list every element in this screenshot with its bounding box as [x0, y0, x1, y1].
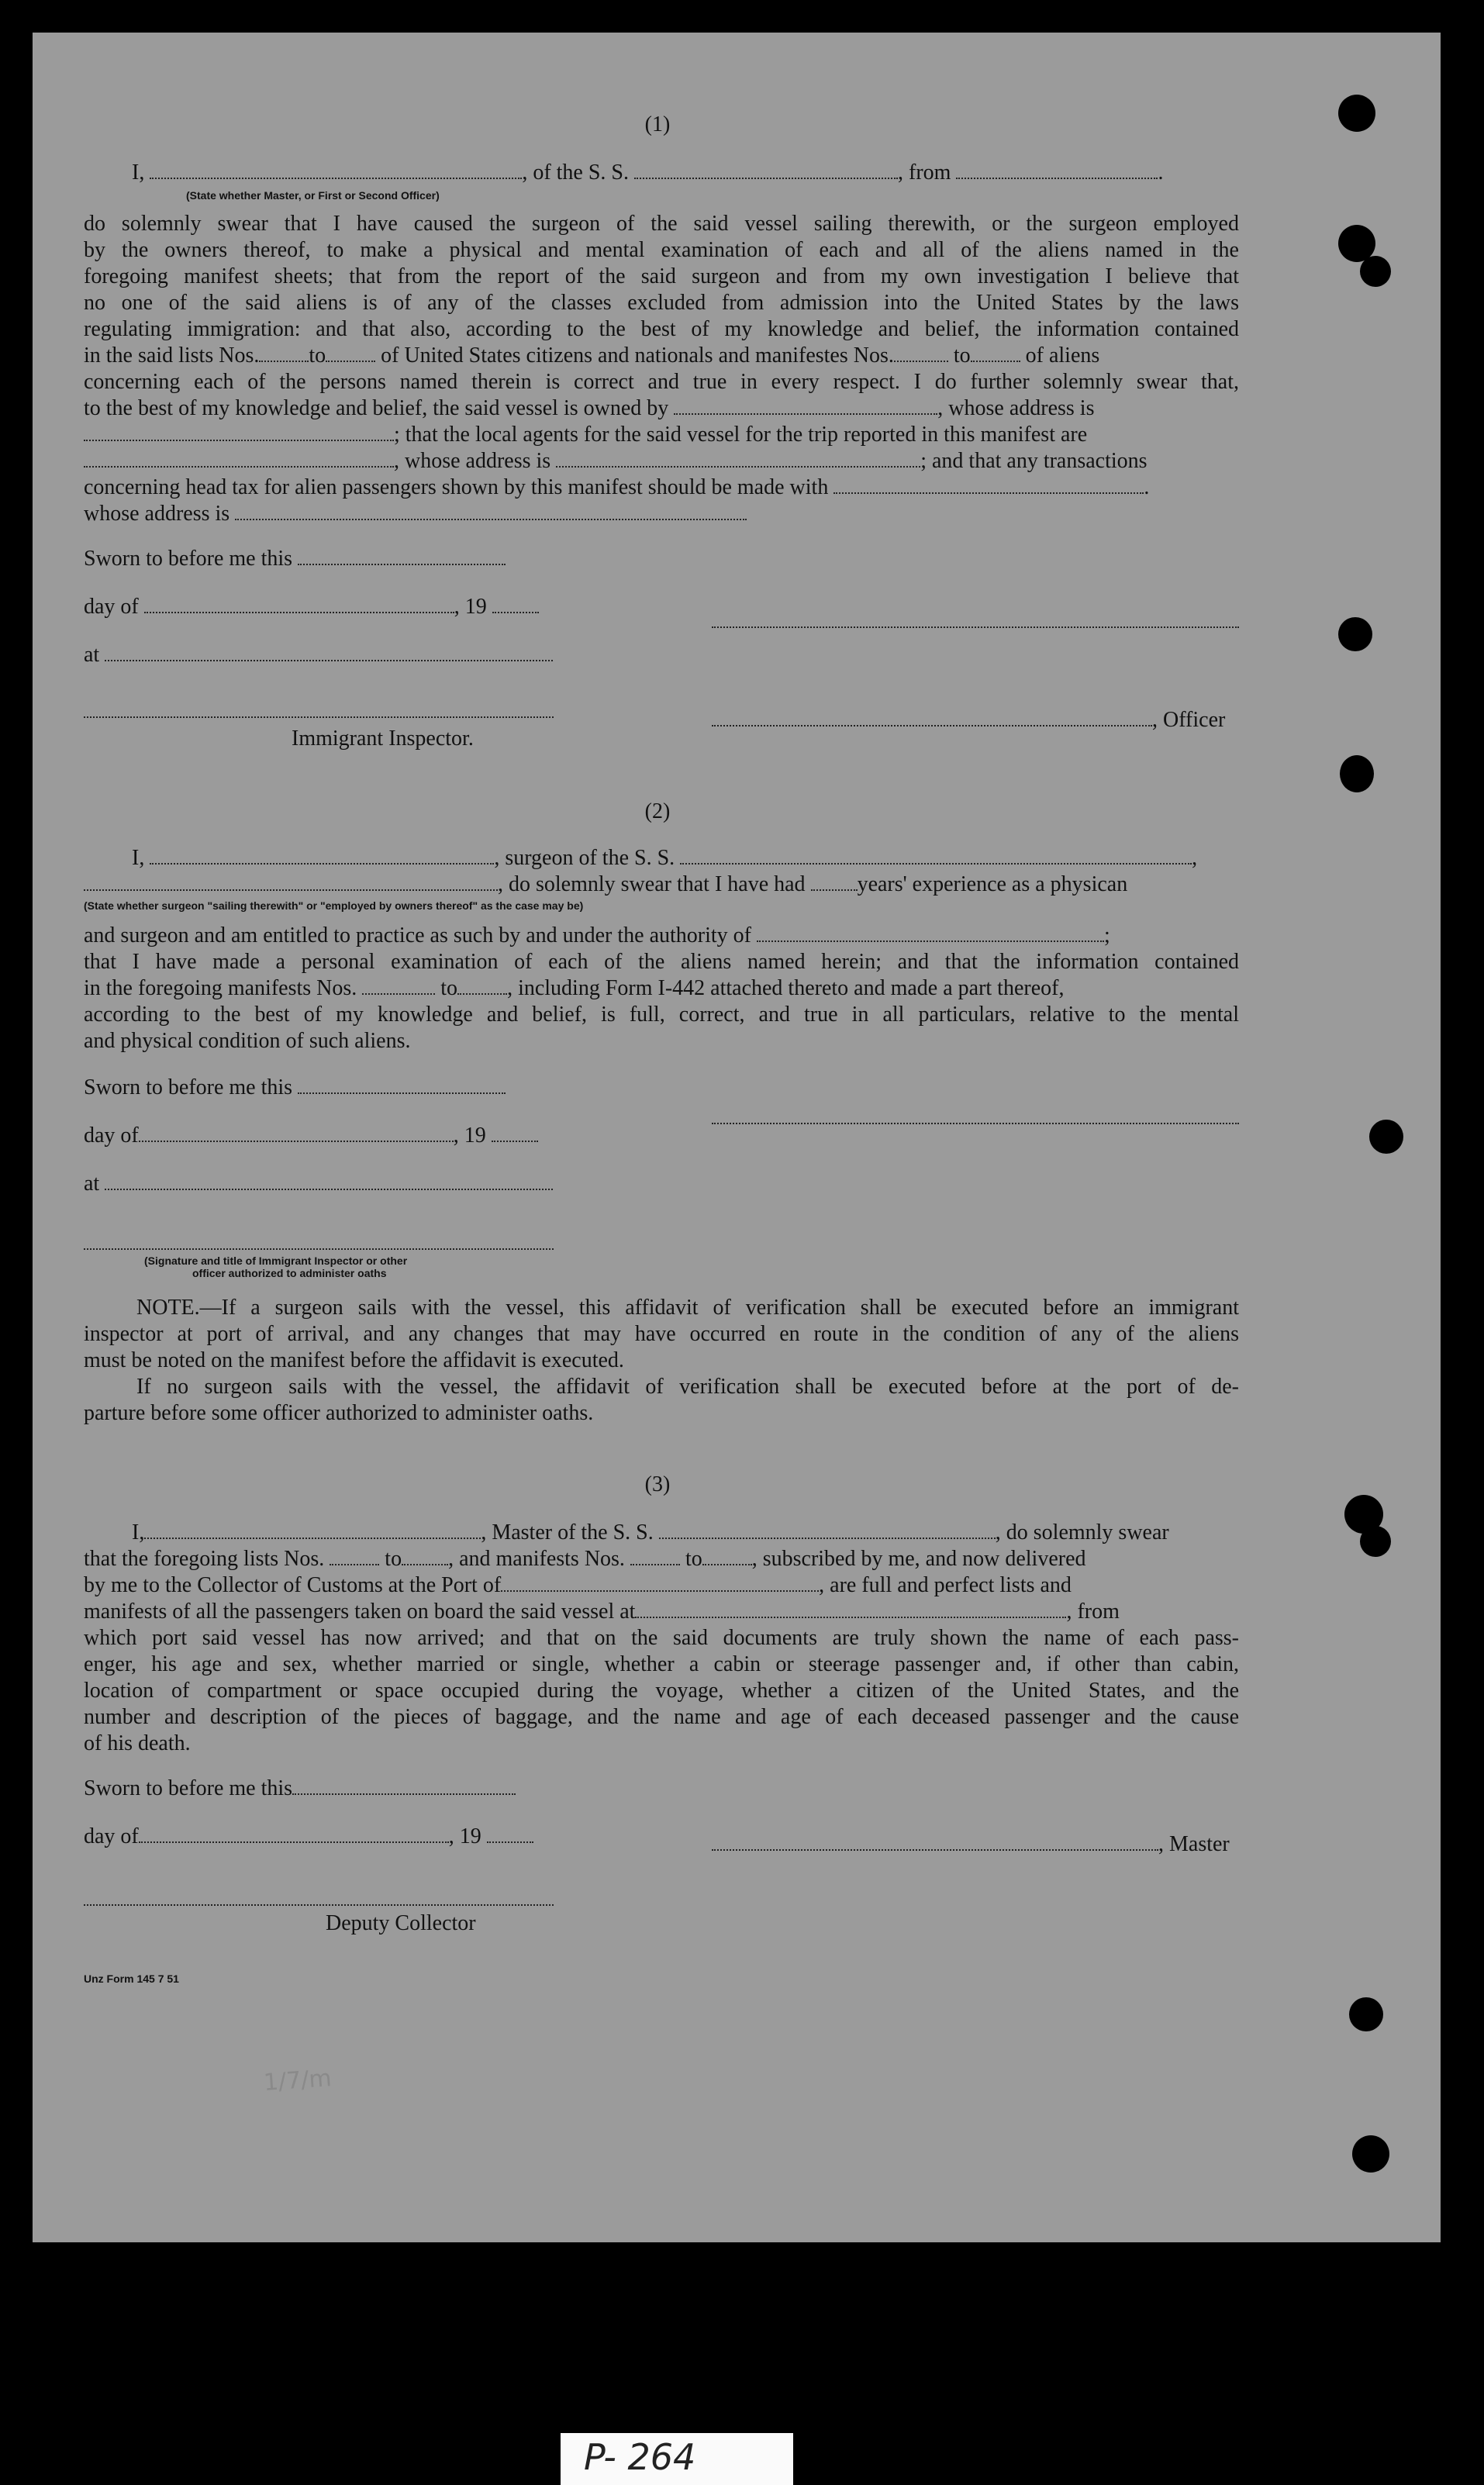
s2-p5: and physical condition of such aliens. [84, 1029, 411, 1053]
s3-collector-label: Deputy Collector [326, 1911, 476, 1935]
s3-p1 [84, 1546, 1239, 1572]
s3-i: I, [132, 1520, 145, 1544]
s1-whose-address-label: whose address is [84, 502, 230, 526]
s1-i: I, [132, 160, 145, 185]
s1-at-label: at [84, 643, 100, 667]
s1-p5: regulating immigration: and that also, according to the best of my knowledge and belief, the information contained [84, 317, 1239, 341]
s1-agents-address-label: , whose address is [394, 449, 551, 473]
s1-officer-line [712, 707, 1225, 733]
s1-p4: no one of the said aliens is of any of the classes excluded from admission into the United States by the laws [84, 291, 1239, 315]
s1-to-1: to [309, 343, 326, 368]
blank-s3-manifests-to[interactable] [702, 1547, 752, 1565]
s2-p3 [84, 975, 1239, 1002]
s1-officer-signature-line[interactable] [712, 626, 1239, 628]
blank-s3-boarded-at[interactable] [635, 1600, 1066, 1618]
s3-p8: of his death. [84, 1731, 191, 1755]
blank-master-name[interactable] [144, 1520, 481, 1539]
section-1-heading: (1) [644, 112, 671, 136]
s1-period: . [1158, 160, 1164, 185]
s3-to-1: to [385, 1547, 402, 1571]
s1-p12 [84, 501, 1239, 527]
s1-agents-label: ; that the local agents for the said vessel for the trip reported in this manifest are [394, 423, 1088, 447]
s3-manifests-label: , and manifests Nos. [448, 1547, 625, 1571]
s1-inspector-signature-line[interactable] [84, 716, 554, 718]
s3-year-prefix: , 19 [448, 1824, 481, 1848]
s1-p1: do solemnly swear that I have caused the surgeon of the said vessel sailing therewith, or the surgeon employed [84, 212, 1239, 236]
s1-p9 [84, 422, 1239, 448]
s2-at-label: at [84, 1172, 100, 1196]
blank-officer-name[interactable] [150, 160, 522, 179]
punch-hole [1360, 256, 1391, 287]
page-tag: P- 264 [561, 2433, 793, 2485]
s1-p6 [84, 343, 1239, 369]
s2-sworn [84, 1075, 506, 1101]
s2-comma: , [1192, 846, 1198, 870]
blank-s2-place[interactable] [105, 1172, 553, 1190]
blank-master-signature[interactable] [712, 1832, 1158, 1851]
s2-to: to [440, 976, 458, 1000]
s2-day-label: day of [84, 1123, 139, 1148]
s2-surgeon-note: (State whether surgeon "sailing therewith" or "employed by owners thereof" as the case may be) [84, 899, 584, 912]
blank-s2-manifest-to[interactable] [457, 976, 507, 995]
blank-sworn-month[interactable] [144, 595, 454, 613]
s3-sworn-label: Sworn to before me this [84, 1776, 293, 1800]
punch-hole [1352, 2135, 1389, 2173]
blank-sworn-place[interactable] [105, 643, 553, 661]
s2-experience-label: years' experience as a physican [857, 872, 1128, 896]
s1-p7: concerning each of the persons named therein is correct and true in every respect. I do further solemnly swear that, [84, 370, 1239, 394]
s1-p2: by the owners thereof, to make a physical and mental examination of each and all of the aliens named in the [84, 238, 1239, 262]
s2-note-b: inspector at port of arrival, and any changes that may have occurred en route in the condition of any of the aliens [84, 1322, 1239, 1346]
blank-agents[interactable] [84, 449, 394, 468]
s3-lists-label: that the foregoing lists Nos. [84, 1547, 325, 1571]
s1-period-2: . [1144, 475, 1150, 499]
s1-p10 [84, 448, 1239, 475]
s1-ss-label: , of the S. S. [522, 160, 630, 185]
s2-note-e: parture before some officer authorized to administer oaths. [84, 1401, 594, 1425]
s1-p11 [84, 475, 1239, 501]
s2-sworn-label: Sworn to before me this [84, 1075, 293, 1099]
s2-year-prefix: , 19 [453, 1123, 486, 1148]
blank-from-port[interactable] [956, 160, 1158, 179]
s1-line1 [132, 160, 1163, 186]
punch-hole [1369, 1120, 1403, 1154]
blank-owner[interactable] [674, 396, 937, 415]
s1-at [84, 642, 553, 668]
s3-p5: enger, his age and sex, whether married or single, whether a cabin or steerage passenger and, if other than cabin, [84, 1652, 1239, 1676]
s1-officer-note: (State whether Master, or First or Second Officer) [186, 189, 440, 202]
form-number: Unz Form 145 7 51 [84, 1972, 179, 1985]
blank-manifests-to[interactable] [971, 343, 1020, 362]
s1-manifests-label: of United States citizens and nationals and manifestes Nos. [381, 343, 894, 368]
s2-semicolon: ; [1104, 923, 1110, 947]
s2-swear-label: , do solemnly swear that I have had [498, 872, 806, 896]
s3-to-2: to [685, 1547, 702, 1571]
blank-manifests-from[interactable] [894, 343, 948, 362]
pencil-annotation: 1/7/m [262, 2064, 333, 2097]
blank-owner-address[interactable] [84, 423, 394, 441]
s2-at [84, 1171, 553, 1197]
s3-collector-signature-line[interactable] [84, 1904, 554, 1906]
s3-port-label: by me to the Collector of Customs at the Port of [84, 1573, 502, 1597]
s2-day [84, 1123, 538, 1149]
blank-headtax-agent[interactable] [833, 475, 1144, 494]
punch-hole [1340, 755, 1374, 792]
s3-line1 [132, 1520, 1169, 1546]
blank-sworn-day[interactable] [298, 547, 506, 565]
blank-s2-year[interactable] [492, 1123, 538, 1142]
s3-swear-label: , do solemnly swear [995, 1520, 1169, 1544]
punch-hole [1338, 95, 1375, 132]
blank-years[interactable] [811, 872, 858, 891]
s3-day [84, 1824, 533, 1850]
s3-p2 [84, 1572, 1239, 1599]
blank-s3-sworn-day[interactable] [292, 1776, 516, 1795]
s3-full-label: , are full and perfect lists and [819, 1573, 1072, 1597]
blank-s2-manifest-from[interactable] [362, 976, 435, 995]
s2-surgeon-signature-line[interactable] [712, 1123, 1239, 1124]
blank-authority[interactable] [757, 923, 1104, 942]
blank-surgeon-name[interactable] [150, 846, 494, 865]
s3-subscribed-label: , subscribed by me, and now delivered [751, 1547, 1086, 1571]
s3-day-label: day of [84, 1824, 139, 1848]
blank-officer-title[interactable] [712, 708, 1152, 727]
s1-day-label: day of [84, 595, 139, 619]
s2-sig-note-2: officer authorized to administer oaths [192, 1267, 387, 1279]
s2-inspector-signature-line[interactable] [84, 1248, 554, 1250]
blank-s3-port[interactable] [501, 1573, 819, 1592]
s1-day [84, 594, 539, 620]
s3-master-line [712, 1831, 1230, 1858]
s1-of-aliens: of aliens [1025, 343, 1100, 368]
blank-s2-vessel[interactable] [680, 846, 1192, 865]
blank-s3-month[interactable] [139, 1824, 449, 1843]
punch-hole [1349, 1997, 1383, 2031]
s1-p3: foregoing manifest sheets; that from the report of the said surgeon and from my own investigation I believe that [84, 264, 1239, 288]
s1-lists-label: in the said lists Nos. [84, 343, 260, 368]
blank-headtax-address[interactable] [235, 502, 747, 520]
blank-surgeon-status[interactable] [84, 872, 498, 891]
s1-to-2: to [953, 343, 971, 368]
blank-agents-address[interactable] [556, 449, 920, 468]
s2-sig-note-1: (Signature and title of Immigrant Inspector or other [144, 1255, 408, 1267]
s2-i: I, [132, 846, 145, 870]
s1-headtax-label: concerning head tax for alien passengers shown by this manifest should be made with [84, 475, 829, 499]
s3-boarded-label: manifests of all the passengers taken on board the said vessel at [84, 1600, 636, 1624]
s1-from-label: , from [898, 160, 951, 185]
s3-sworn [84, 1776, 516, 1802]
blank-s3-lists-to[interactable] [402, 1547, 448, 1565]
blank-s3-year[interactable] [487, 1824, 533, 1843]
s1-sworn-label: Sworn to before me this [84, 547, 293, 571]
s1-owned-by-label: to the best of my knowledge and belief, the said vessel is owned by [84, 396, 669, 420]
s3-ss-label: , Master of the S. S. [481, 1520, 654, 1544]
blank-lists-to[interactable] [326, 343, 375, 362]
s2-note-c: must be noted on the manifest before the affidavit is executed. [84, 1348, 624, 1372]
s1-year-prefix: , 19 [454, 595, 487, 619]
s2-p1 [84, 923, 1239, 949]
s1-p8 [84, 395, 1239, 422]
s2-note-a: NOTE.—If a surgeon sails with the vessel, this affidavit of verification shall be executed before an immigrant [136, 1296, 1239, 1320]
blank-s3-manifests-from[interactable] [630, 1547, 680, 1565]
section-2-heading: (2) [644, 799, 671, 823]
s3-p7: number and description of the pieces of baggage, and the name and age of each deceased passenger and the cause [84, 1705, 1239, 1729]
s2-note-d: If no surgeon sails with the vessel, the affidavit of verification shall be executed before at the port of de- [136, 1375, 1239, 1399]
s1-officer-label: , Officer [1152, 708, 1226, 732]
s3-p4: which port said vessel has now arrived; and that on the said documents are truly shown the name of each pass- [84, 1626, 1239, 1650]
blank-s2-sworn-day[interactable] [298, 1075, 506, 1094]
s3-p6: location of compartment or space occupied during the voyage, whether a citizen of the United States, and the [84, 1679, 1239, 1703]
s2-p4: according to the best of my knowledge and belief, is full, correct, and true in all particulars, relative to the mental [84, 1003, 1239, 1027]
s1-transactions-label: ; and that any transactions [920, 449, 1148, 473]
blank-s2-month[interactable] [139, 1123, 454, 1142]
s2-p2: that I have made a personal examination of each of the aliens named herein; and that the information contained [84, 950, 1239, 974]
s2-line2 [84, 871, 1127, 898]
s1-address-label: , whose address is [937, 396, 1095, 420]
s3-from-label: , from [1066, 1600, 1120, 1624]
s3-master-label: , Master [1158, 1832, 1230, 1856]
s3-p3 [84, 1599, 1239, 1625]
punch-hole [1360, 1526, 1391, 1557]
s1-inspector-label: Immigrant Inspector. [292, 727, 474, 751]
blank-s3-lists-from[interactable] [330, 1547, 379, 1565]
blank-lists-from[interactable] [259, 343, 309, 362]
s2-manifests-label: in the foregoing manifests Nos. [84, 976, 357, 1000]
s2-line1 [132, 845, 1197, 871]
blank-s3-vessel[interactable] [659, 1520, 996, 1539]
blank-vessel-name[interactable] [634, 160, 898, 179]
s2-form-label: , including Form I-442 attached thereto and made a part thereof, [507, 976, 1065, 1000]
s2-ss-label: , surgeon of the S. S. [494, 846, 675, 870]
punch-hole [1338, 617, 1372, 651]
blank-sworn-year[interactable] [492, 595, 539, 613]
s1-sworn [84, 546, 506, 572]
s2-authority-label: and surgeon and am entitled to practice as such by and under the authority of [84, 923, 751, 947]
section-3-heading: (3) [644, 1472, 671, 1496]
